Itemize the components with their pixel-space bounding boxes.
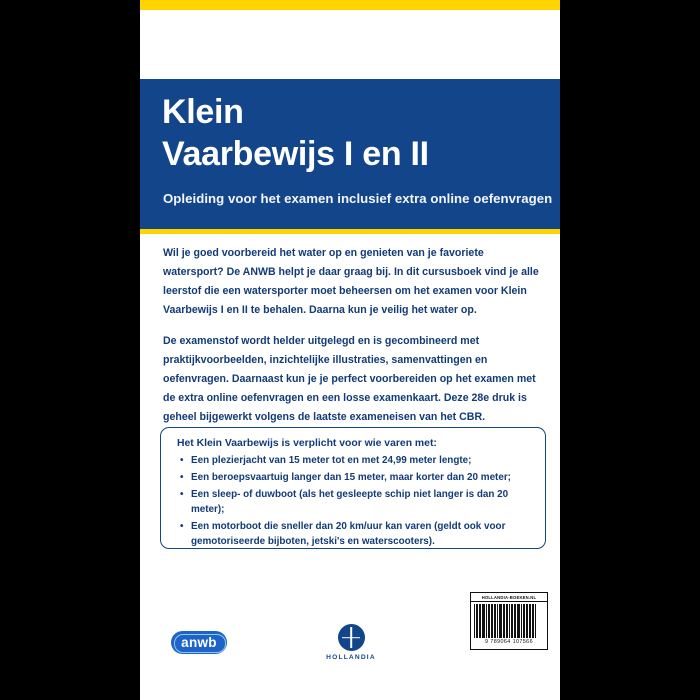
title-line-1: Klein: [162, 93, 244, 131]
barcode: [470, 592, 548, 650]
requirements-box: [160, 427, 546, 549]
requirements-title: Het Klein Vaarbewijs is verplicht voor wie varen met:: [177, 438, 437, 449]
compass-rose-icon: [338, 624, 365, 651]
title-line-2: Vaarbewijs I en II: [162, 135, 429, 173]
upper-white-area: [140, 10, 560, 79]
list-item-label: Een plezierjacht van 15 meter tot en met 24,99 meter lengte;: [191, 455, 472, 466]
publisher-logo: [318, 624, 384, 661]
bullet-icon: •: [180, 472, 184, 484]
list-item-label: Een beroepsvaartuig langer dan 15 meter, maar korter dan 20 meter;: [191, 472, 511, 484]
blurb-paragraph-1: Wil je goed voorbereid het water op en genieten van je favoriete watersport? De ANWB helpt je daar graag bij. In dit cursusboek vind je alle leerstof die een watersporter moet beheersen om het examen voor Klein Vaarbewijs I en II te behalen. Daarna kun je veilig het water op.: [163, 247, 539, 316]
bullet-icon: •: [180, 455, 184, 466]
blurb-text: [163, 244, 541, 427]
anwb-logo: anwb: [171, 631, 227, 654]
barcode-bars: [471, 602, 547, 638]
yellow-divider: [140, 229, 560, 234]
list-item: [177, 454, 531, 469]
title-band: [140, 79, 560, 229]
top-yellow-bar: [140, 0, 560, 10]
publisher-name: HOLLANDIA: [326, 654, 376, 661]
list-item-label: Een motorboot die sneller dan 20 km/uur kan varen (geldt ook voor gemotoriseerde bijboten, jetski's en waterscooters).: [191, 521, 506, 547]
list-item-label: Een sleep- of duwboot (als het gesleepte schip niet langer is dan 20 meter);: [191, 489, 509, 515]
subtitle: Opleiding voor het examen inclusief extra online oefenvragen: [163, 191, 553, 206]
list-item: [177, 520, 531, 549]
bullet-icon: •: [180, 489, 184, 501]
list-item: [177, 488, 531, 517]
list-item: [177, 471, 531, 486]
requirements-list: [177, 454, 531, 549]
barcode-number: 9 789064 107566: [485, 639, 533, 645]
barcode-header-label: HOLLANDIA-BOEKEN.NL: [471, 593, 547, 602]
bullet-icon: •: [180, 521, 184, 533]
book-back-cover: [140, 0, 560, 700]
blurb-paragraph-2: De examenstof wordt helder uitgelegd en is gecombineerd met praktijkvoorbeelden, inzichtelijke illustraties, samenvattingen en oefenvragen. Daarnaast kun je je perfect voorbereiden op het examen met de extra online oefenvragen en een losse examenkaart. Deze 28e druk is geheel bijgewerkt volgens de laatste exameneisen van het CBR.: [163, 335, 536, 423]
